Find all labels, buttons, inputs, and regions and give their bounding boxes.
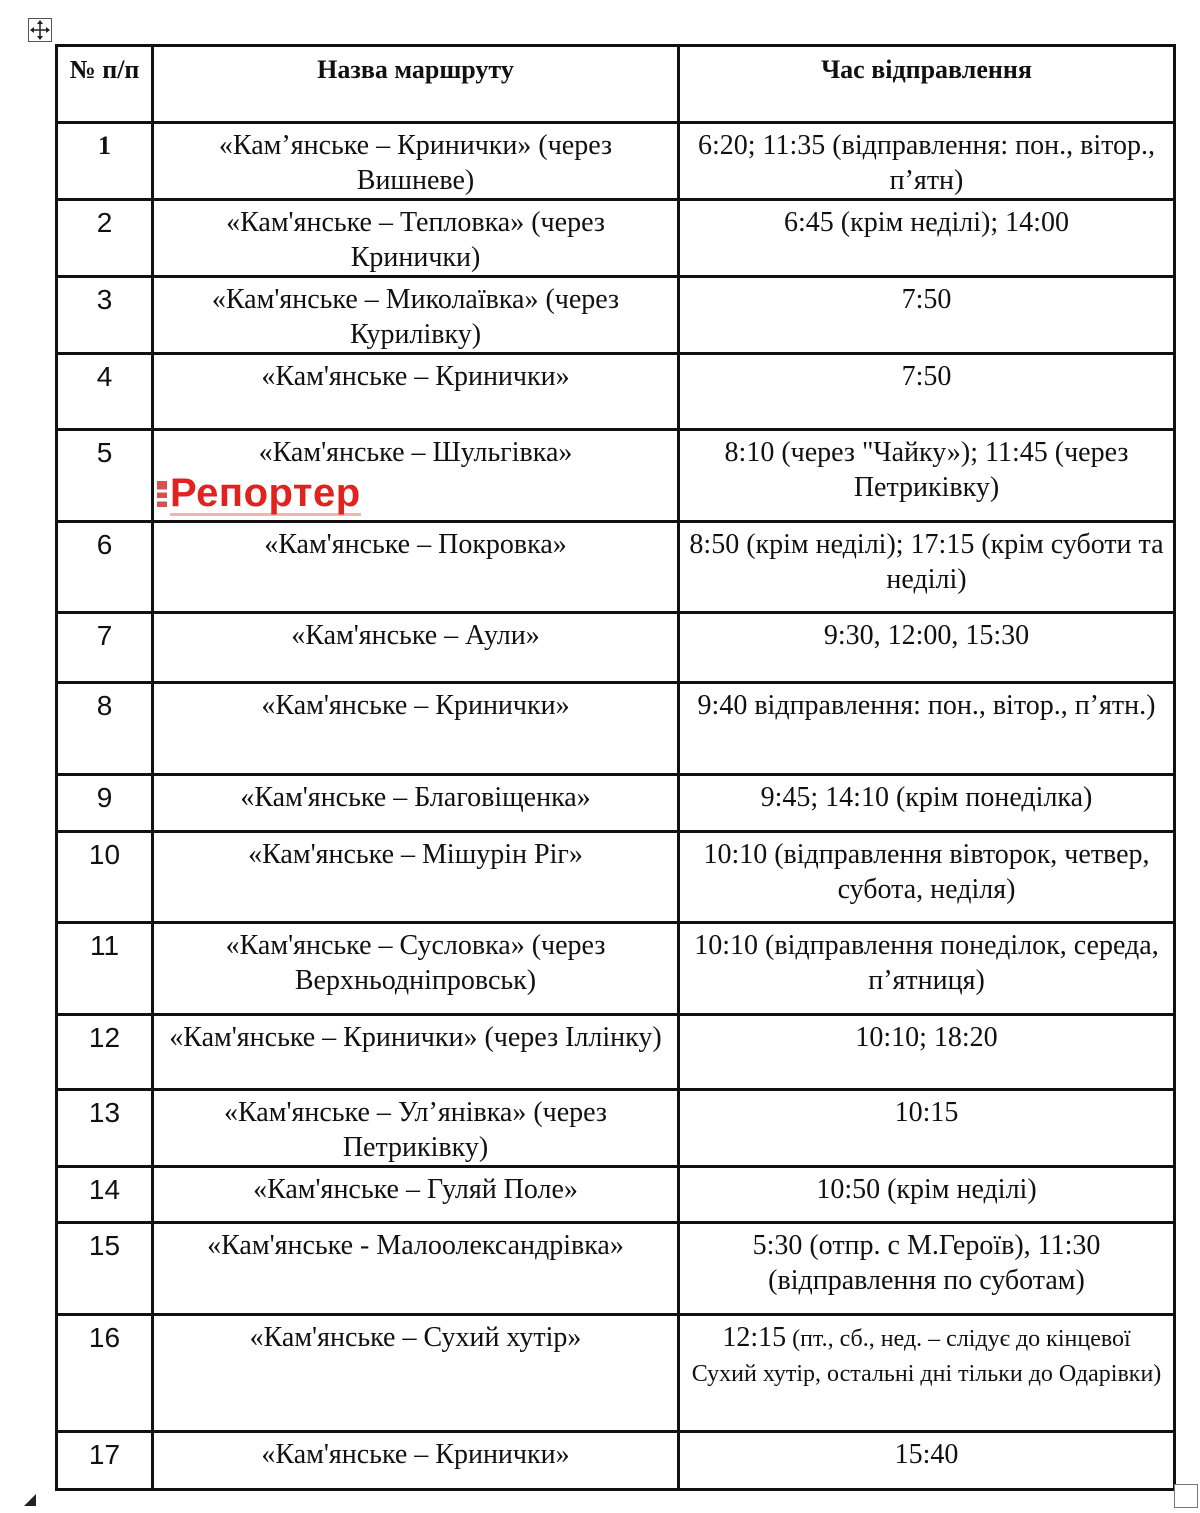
table-move-handle-icon[interactable] xyxy=(28,18,52,42)
departure-time: 6:45 (крім неділі); 14:00 xyxy=(679,200,1175,277)
table-resize-handle-icon[interactable] xyxy=(1174,1484,1198,1508)
row-number: 5 xyxy=(57,430,153,522)
route-name: «Кам’янське – Кринички» (через Вишневе) xyxy=(153,123,679,200)
row-number: 11 xyxy=(57,923,153,1015)
routes-table xyxy=(55,44,1176,1491)
table-row xyxy=(57,200,1175,277)
departure-time-note: (пт., сб., нед. – слідує до кінцевої Сухий хутір, остальні дні тільки до Одарівки) xyxy=(691,1326,1162,1387)
route-name: «Кам'янське – Кринички» xyxy=(153,354,679,430)
table-row xyxy=(57,1090,1175,1167)
departure-time: 10:50 (крім неділі) xyxy=(679,1167,1175,1223)
row-number: 16 xyxy=(57,1315,153,1432)
route-name: «Кам'янське – Покровка» xyxy=(153,522,679,613)
departure-time: 9:40 відправлення: пон., вітор., п’ятн.) xyxy=(679,683,1175,775)
row-number: 1 xyxy=(57,123,153,200)
table-row xyxy=(57,775,1175,832)
route-name: «Кам'янське – Кринички» xyxy=(153,683,679,775)
row-number: 15 xyxy=(57,1223,153,1315)
departure-time: 10:10; 18:20 xyxy=(679,1015,1175,1090)
route-name: «Кам'янське – Мішурін Ріг» xyxy=(153,832,679,923)
departure-time: 7:50 xyxy=(679,277,1175,354)
table-row xyxy=(57,123,1175,200)
table-row xyxy=(57,430,1175,522)
row-number: 14 xyxy=(57,1167,153,1223)
departure-time: 15:40 xyxy=(679,1432,1175,1490)
table-row xyxy=(57,522,1175,613)
route-name: «Кам'янське – Тепловка» (через Кринички) xyxy=(153,200,679,277)
row-number: 8 xyxy=(57,683,153,775)
route-name: «Кам'янське – Кринички» xyxy=(153,1432,679,1490)
row-number: 4 xyxy=(57,354,153,430)
header-number: № п/п xyxy=(57,46,153,123)
departure-time: 6:20; 11:35 (відправлення: пон., вітор., п’ятн) xyxy=(679,123,1175,200)
row-number: 17 xyxy=(57,1432,153,1490)
departure-time: 10:10 (відправлення понеділок, середа, п’ятниця) xyxy=(679,923,1175,1015)
table-row xyxy=(57,1015,1175,1090)
departure-time-main: 12:15 xyxy=(722,1322,787,1353)
header-departure-time: Час відправлення xyxy=(679,46,1175,123)
row-number: 3 xyxy=(57,277,153,354)
table-row xyxy=(57,683,1175,775)
route-name: «Кам'янське – Сухий хутір» xyxy=(153,1315,679,1432)
row-number: 7 xyxy=(57,613,153,683)
table-row xyxy=(57,832,1175,923)
departure-time: 7:50 xyxy=(679,354,1175,430)
table-header-row xyxy=(57,46,1175,123)
route-name: «Кам'янське – Шульгівка» xyxy=(153,430,679,522)
departure-time xyxy=(679,1315,1175,1432)
row-number: 2 xyxy=(57,200,153,277)
table-row xyxy=(57,1432,1175,1490)
departure-time: 10:15 xyxy=(679,1090,1175,1167)
table-row xyxy=(57,1167,1175,1223)
corner-marker-icon xyxy=(24,1494,36,1506)
departure-time: 10:10 (відправлення вівторок, четвер, субота, неділя) xyxy=(679,832,1175,923)
departure-time: 5:30 (отпр. с М.Героїв), 11:30 (відправлення по суботам) xyxy=(679,1223,1175,1315)
table-row xyxy=(57,1223,1175,1315)
route-name: «Кам'янське – Аули» xyxy=(153,613,679,683)
row-number: 10 xyxy=(57,832,153,923)
departure-time: 8:50 (крім неділі); 17:15 (крім суботи та неділі) xyxy=(679,522,1175,613)
table-row xyxy=(57,277,1175,354)
route-name: «Кам'янське - Малоолександрівка» xyxy=(153,1223,679,1315)
route-name: «Кам'янське – Миколаївка» (через Курилівку) xyxy=(153,277,679,354)
route-name: «Кам'янське – Благовіщенка» xyxy=(153,775,679,832)
departure-time: 8:10 (через "Чайку»); 11:45 (через Петриківку) xyxy=(679,430,1175,522)
header-route-name: Назва маршруту xyxy=(153,46,679,123)
route-name: «Кам'янське – Сусловка» (через Верхньодніпровськ) xyxy=(153,923,679,1015)
row-number: 13 xyxy=(57,1090,153,1167)
row-number: 6 xyxy=(57,522,153,613)
departure-time: 9:45; 14:10 (крім понеділка) xyxy=(679,775,1175,832)
table-row xyxy=(57,354,1175,430)
departure-time: 9:30, 12:00, 15:30 xyxy=(679,613,1175,683)
route-name: «Кам'янське – Кринички» (через Іллінку) xyxy=(153,1015,679,1090)
watermark-text: Репортер xyxy=(170,470,361,515)
route-name: «Кам'янське – Гуляй Поле» xyxy=(153,1167,679,1223)
table-row xyxy=(57,613,1175,683)
table-row xyxy=(57,923,1175,1015)
row-number: 12 xyxy=(57,1015,153,1090)
table-row xyxy=(57,1315,1175,1432)
row-number: 9 xyxy=(57,775,153,832)
route-name: «Кам'янське – Ул’янівка» (через Петриківку) xyxy=(153,1090,679,1167)
